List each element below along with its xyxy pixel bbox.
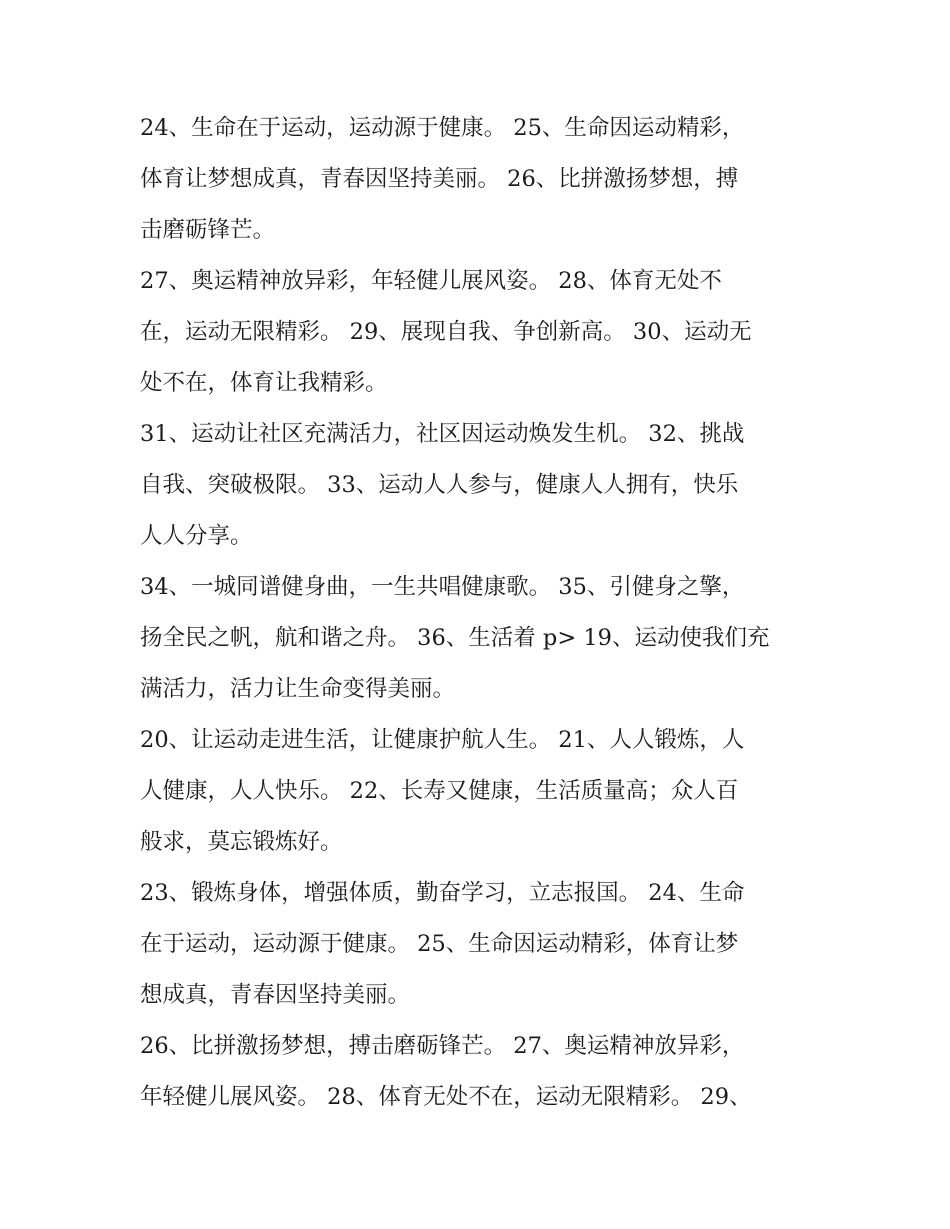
- text-line: 年轻健儿展风姿。 28、体育无处不在，运动无限精彩。 29、: [140, 1084, 752, 1110]
- text-line: 34、一城同谱健身曲，一生共唱健康歌。 35、引健身之擎，: [140, 574, 745, 600]
- text-line: 26、比拼激扬梦想，搏击磨砺锋芒。 27、奥运精神放异彩，: [140, 1033, 745, 1059]
- text-line: 27、奥运精神放异彩，年轻健儿展风姿。 28、体育无处不: [140, 268, 722, 294]
- text-line: 满活力，活力让生命变得美丽。: [140, 676, 456, 702]
- text-line: 24、生命在于运动，运动源于健康。 25、生命因运动精彩，: [140, 115, 745, 141]
- text-line: 般求，莫忘锻炼好。: [140, 829, 343, 855]
- document-body: [140, 103, 812, 1123]
- text-line: 自我、突破极限。 33、运动人人参与，健康人人拥有，快乐: [140, 472, 739, 498]
- text-line: 体育让梦想成真，青春因坚持美丽。 26、比拼激扬梦想，搏: [140, 166, 739, 192]
- text-line: 23、锻炼身体，增强体质，勤奋学习，立志报国。 24、生命: [140, 880, 745, 906]
- text-line: 在，运动无限精彩。 29、展现自我、争创新高。 30、运动无: [140, 319, 752, 345]
- paragraph-slogans-27-30: [140, 256, 812, 409]
- text-line: 击磨砺锋芒。: [140, 217, 276, 243]
- text-line: 31、运动让社区充满活力，社区因运动焕发生机。 32、挑战: [140, 421, 745, 447]
- paragraph-slogans-31-33: [140, 409, 812, 562]
- text-line: 扬全民之帆，航和谐之舟。 36、生活着 p> 19、运动使我们充: [140, 625, 770, 651]
- paragraph-slogans-34-19: [140, 562, 812, 715]
- paragraph-slogans-20-22: [140, 715, 812, 868]
- paragraph-slogans-24-26: [140, 103, 812, 256]
- paragraph-slogans-23-25: [140, 868, 812, 1021]
- paragraph-slogans-26-29: [140, 1021, 812, 1123]
- text-line: 想成真，青春因坚持美丽。: [140, 982, 411, 1008]
- text-line: 在于运动，运动源于健康。 25、生命因运动精彩，体育让梦: [140, 931, 739, 957]
- text-line: 人健康，人人快乐。 22、长寿又健康，生活质量高；众人百: [140, 778, 739, 804]
- text-line: 20、让运动走进生活，让健康护航人生。 21、人人锻炼，人: [140, 727, 745, 753]
- text-line: 处不在，体育让我精彩。: [140, 370, 388, 396]
- text-line: 人人分享。: [140, 523, 253, 549]
